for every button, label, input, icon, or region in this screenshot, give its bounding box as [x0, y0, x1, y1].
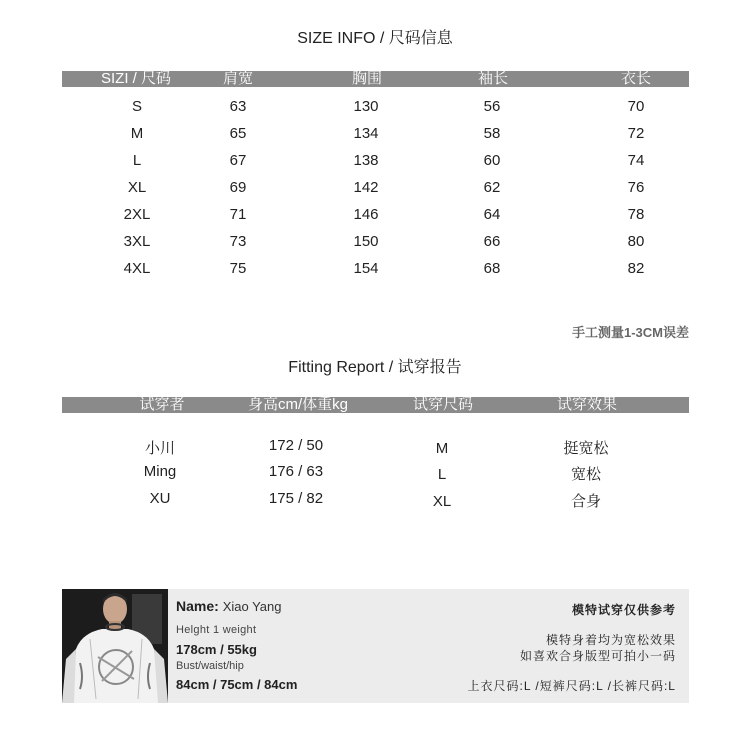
fitting-cell-tester: Ming [143, 463, 177, 480]
model-name-value: Xiao Yang [222, 599, 282, 614]
fitting-cell-height-weight: 175 / 82 [268, 490, 324, 507]
fitting-header-effect: 试穿效果 [556, 396, 618, 413]
reference-title: 模特试穿仅供参考 [571, 603, 676, 617]
size-cell-length: 72 [627, 125, 645, 142]
size-cell-chest: 154 [353, 260, 379, 277]
size-info-title: SIZE INFO / 尺码信息 [297, 30, 453, 47]
fitting-cell-effect: 宽松 [570, 466, 602, 483]
size-cell-sleeve: 58 [483, 125, 501, 142]
size-cell-chest: 150 [353, 233, 379, 250]
fitting-cell-size: L [437, 466, 447, 483]
model-desc-line2: 如喜欢合身版型可拍小一码 [519, 649, 676, 663]
fitting-cell-height-weight: 176 / 63 [268, 463, 324, 480]
size-header-shoulder: 肩宽 [222, 70, 254, 87]
height-weight-label: Helght 1 weight [176, 624, 257, 636]
size-cell-size: M [130, 125, 144, 142]
fitting-report-title: Fitting Report / 试穿报告 [288, 359, 462, 376]
size-cell-shoulder: 71 [229, 206, 247, 223]
size-cell-shoulder: 69 [229, 179, 247, 196]
size-cell-length: 80 [627, 233, 645, 250]
size-cell-size: XL [127, 179, 147, 196]
size-cell-sleeve: 56 [483, 98, 501, 115]
size-header-length: 衣长 [620, 70, 652, 87]
model-name [176, 598, 281, 614]
size-header-chest: 胸围 [351, 70, 383, 87]
fitting-table-header [62, 397, 689, 413]
size-cell-length: 76 [627, 179, 645, 196]
size-cell-size: L [132, 152, 142, 169]
fitting-header-height-weight: 身高cm/体重kg [247, 396, 349, 413]
size-cell-shoulder: 75 [229, 260, 247, 277]
fitting-cell-size: XL [432, 493, 452, 510]
size-cell-chest: 134 [353, 125, 379, 142]
size-cell-length: 70 [627, 98, 645, 115]
measurement-note: 手工测量1-3CM误差 [571, 325, 689, 340]
model-sizes-line: 上衣尺码:L /短裤尺码:L /长裤尺码:L [467, 679, 676, 693]
size-cell-shoulder: 65 [229, 125, 247, 142]
fitting-cell-size: M [435, 440, 449, 457]
size-cell-chest: 142 [353, 179, 379, 196]
height-weight-value: 178cm / 55kg [176, 642, 257, 657]
size-cell-sleeve: 62 [483, 179, 501, 196]
bwh-label: Bust/waist/hip [176, 660, 244, 672]
model-photo [62, 589, 168, 703]
size-cell-length: 78 [627, 206, 645, 223]
model-info-box [62, 589, 689, 703]
size-cell-sleeve: 66 [483, 233, 501, 250]
fitting-header-size: 试穿尺码 [412, 396, 474, 413]
fitting-cell-tester: 小川 [144, 440, 176, 457]
size-cell-shoulder: 63 [229, 98, 247, 115]
fitting-cell-effect: 合身 [570, 493, 602, 510]
fitting-cell-effect: 挺宽松 [563, 440, 609, 457]
size-cell-chest: 146 [353, 206, 379, 223]
size-cell-shoulder: 67 [229, 152, 247, 169]
size-cell-sleeve: 68 [483, 260, 501, 277]
size-cell-length: 74 [627, 152, 645, 169]
size-cell-sleeve: 60 [483, 152, 501, 169]
size-cell-sleeve: 64 [483, 206, 501, 223]
size-table-header [62, 71, 689, 87]
size-cell-chest: 130 [353, 98, 379, 115]
size-cell-size: 2XL [123, 206, 151, 223]
fitting-cell-height-weight: 172 / 50 [268, 437, 324, 454]
size-cell-length: 82 [627, 260, 645, 277]
size-cell-size: 3XL [123, 233, 151, 250]
size-header-size: SIZI / 尺码 [100, 70, 172, 87]
model-name-label: Name: [176, 598, 219, 614]
fitting-cell-tester: XU [149, 490, 171, 507]
size-cell-shoulder: 73 [229, 233, 247, 250]
size-cell-size: 4XL [123, 260, 151, 277]
model-desc-line1: 模特身着均为宽松效果 [545, 633, 676, 647]
size-cell-size: S [131, 98, 143, 115]
size-cell-chest: 138 [353, 152, 379, 169]
bwh-value: 84cm / 75cm / 84cm [176, 677, 298, 692]
fitting-header-tester: 试穿者 [139, 396, 185, 413]
size-header-sleeve: 袖长 [477, 70, 509, 87]
